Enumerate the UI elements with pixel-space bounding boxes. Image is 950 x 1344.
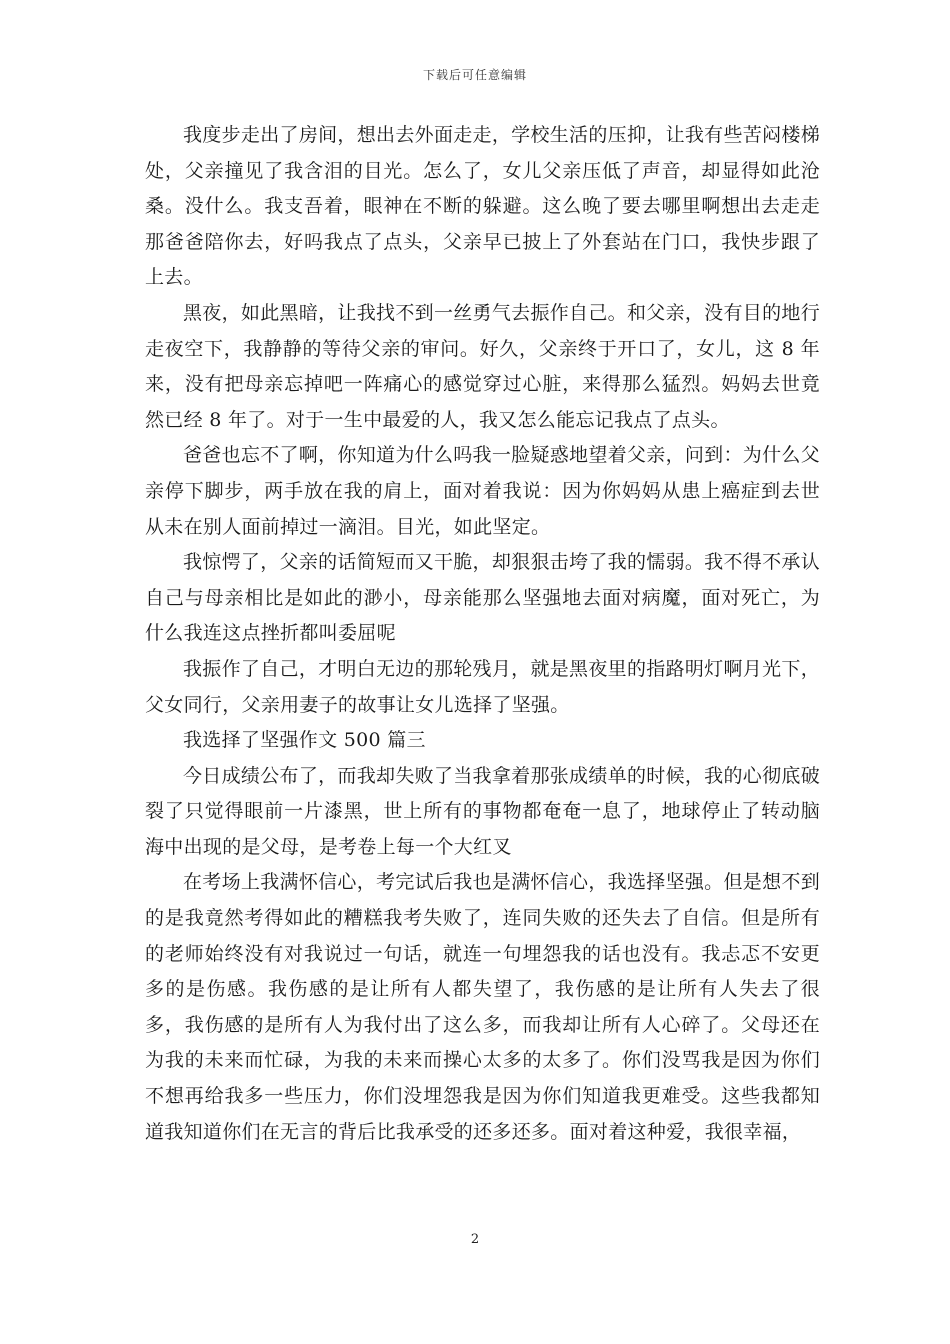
page-number: 2	[470, 1232, 480, 1247]
section-title: 我选择了坚强作文 500 篇三	[183, 729, 426, 752]
document-body	[145, 118, 820, 1150]
page-header: 下载后可任意编辑	[422, 68, 527, 82]
paragraph-4: 我惊愕了，父亲的话简短而又干脆，却狠狠击垮了我的懦弱。我不得不承认自己与母亲相比是如此的渺小，母亲能那么坚强地去面对病魔，面对死亡，为什么我连这点挫折都叫委屈呢	[145, 551, 820, 645]
paragraph-6: 今日成绩公布了，而我却失败了当我拿着那张成绩单的时候，我的心彻底破裂了只觉得眼前一片漆黑，世上所有的事物都奄奄一息了，地球停止了转动脑海中出现的是父母，是考卷上每一个大红叉	[145, 764, 820, 858]
paragraph-7: 在考场上我满怀信心，考完试后我也是满怀信心，我选择坚强。但是想不到的是我竟然考得如此的糟糕我考失败了，连同失败的还失去了自信。但是所有的老师始终没有对我说过一句话，就连一句埋怨我的话也没有。我忐忑不安更多的是伤感。我伤感的是让所有人都失望了，我伤感的是让所有人失去了很多，我伤感的是所有人为我付出了这么多，而我却让所有人心碎了。父母还在为我的未来而忙碌，为我的未来而操心太多的太多了。你们没骂我是因为你们不想再给我多一些压力，你们没埋怨我是因为你们知道我更难受。这些我都知道我知道你们在无言的背后比我承受的还多还多。面对着这种爱，我很幸福，	[145, 871, 820, 1143]
paragraph-5: 我振作了自己，才明白无边的那轮残月，就是黑夜里的指路明灯啊月光下，父女同行，父亲用妻子的故事让女儿选择了坚强。	[145, 657, 820, 716]
paragraph-1: 我度步走出了房间，想出去外面走走，学校生活的压抑，让我有些苦闷楼梯处，父亲撞见了我含泪的目光。怎么了，女儿父亲压低了声音，却显得如此沧桑。没什么。我支吾着，眼神在不断的躲避。这么晚了要去哪里啊想出去走走那爸爸陪你去，好吗我点了点头，父亲早已披上了外套站在门口，我快步跟了上去。	[145, 124, 820, 289]
paragraph-3: 爸爸也忘不了啊，你知道为什么吗我一脸疑惑地望着父亲，问到：为什么父亲停下脚步，两手放在我的肩上，面对着我说：因为你妈妈从患上癌症到去世从未在别人面前掉过一滴泪。目光，如此坚定。	[145, 444, 820, 538]
paragraph-2: 黑夜，如此黑暗，让我找不到一丝勇气去振作自己。和父亲，没有目的地行走夜空下，我静静的等待父亲的审问。好久，父亲终于开口了，女儿，这 8 年来，没有把母亲忘掉吧一阵痛心的感觉穿过心脏，来得那么猛烈。妈妈去世竟然已经 8 年了。对于一生中最爱的人，我又怎么能忘记我点了点头。	[145, 301, 820, 431]
